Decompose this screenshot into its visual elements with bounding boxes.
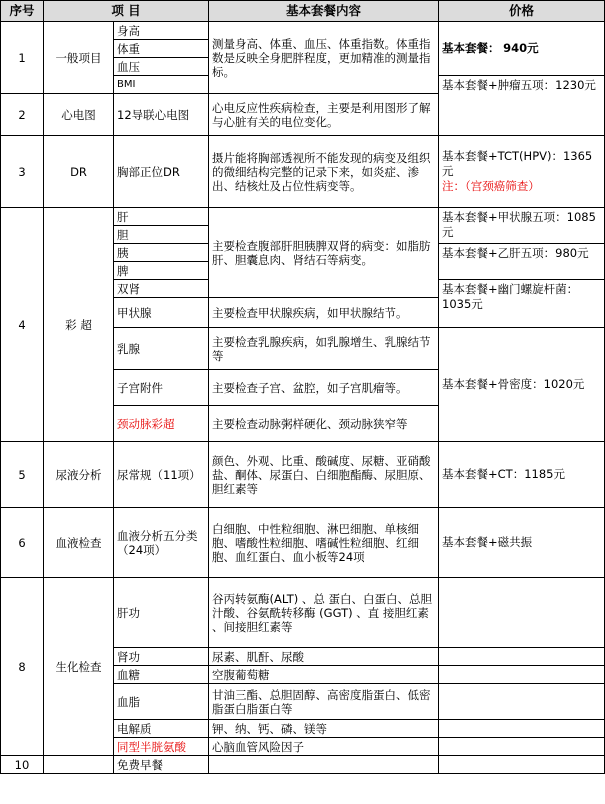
price-basic-label: 基本套餐： <box>442 41 500 55</box>
description-cell: 谷丙转氨酶(ALT) 、总 蛋白、白蛋白、总胆汁酸、谷氨酰转移酶 (GGT) 、直 接胆红素 、间接胆红素等 <box>209 578 439 648</box>
price-thyroid5: 基本套餐+甲状腺五项：1085元 <box>439 208 605 244</box>
description-cell: 空腹葡萄糖 <box>209 666 439 684</box>
item-cell: 尿常规（11项） <box>114 442 209 508</box>
item-cell: 甲状腺 <box>114 298 209 328</box>
description-cell: 颜色、外观、比重、酸碱度、尿糖、亚硝酸盐、酮体、尿蛋白、白细胞酯酶、尿胆原、胆红素等 <box>209 442 439 508</box>
item-cell: 胸部正位DR <box>114 136 209 208</box>
price-empty <box>439 648 605 666</box>
description-cell: 主要检查甲状腺疾病，如甲状腺结节。 <box>209 298 439 328</box>
price-basic-value: 940元 <box>503 41 539 55</box>
item-cell: 血糖 <box>114 666 209 684</box>
price-mri: 基本套餐+磁共振 <box>439 508 605 578</box>
category-cell: 彩 超 <box>44 208 114 442</box>
item-cell: 肝 <box>114 208 209 226</box>
row-no: 10 <box>1 756 44 774</box>
item-cell: 乳腺 <box>114 328 209 370</box>
header-no: 序号 <box>1 1 44 22</box>
item-cell: 12导联心电图 <box>114 94 209 136</box>
item-cell: 胰 <box>114 244 209 262</box>
description-cell: 白细胞、中性粒细胞、淋巴细胞、单核细胞、嗜酸性粒细胞、嗜碱性粒细胞、红细胞、血红蛋白、血小板等24项 <box>209 508 439 578</box>
category-cell: 一般项目 <box>44 22 114 94</box>
header-content: 基本套餐内容 <box>209 1 439 22</box>
price-empty <box>439 578 605 648</box>
category-cell: DR <box>44 136 114 208</box>
row-no: 6 <box>1 508 44 578</box>
item-cell: 免费早餐 <box>114 756 209 774</box>
price-bone-density: 基本套餐+骨密度：1020元 <box>439 328 605 442</box>
category-cell: 生化检查 <box>44 578 114 756</box>
header-price: 价格 <box>439 1 605 22</box>
item-cell: 血液分析五分类（24项） <box>114 508 209 578</box>
item-cell: 子宫附件 <box>114 370 209 406</box>
price-tct-note: 注：（宫颈癌筛查） <box>442 179 540 193</box>
item-cell: 血压 <box>114 58 209 76</box>
price-tumor: 基本套餐+肿瘤五项：1230元 <box>439 76 605 136</box>
item-cell: 肝功 <box>114 578 209 648</box>
item-cell: 双肾 <box>114 280 209 298</box>
item-cell: 身高 <box>114 22 209 40</box>
row-no: 2 <box>1 94 44 136</box>
item-cell: 颈动脉彩超 <box>114 406 209 442</box>
row-no: 4 <box>1 208 44 442</box>
description-cell: 甘油三酯、总胆固醇、高密度脂蛋白、低密脂蛋白脂蛋白等 <box>209 684 439 720</box>
description-cell: 主要检查腹部肝胆胰脾双肾的病变：如脂肪肝、胆囊息肉、肾结石等病变。 <box>209 208 439 298</box>
category-cell: 血液检查 <box>44 508 114 578</box>
description-cell: 心脑血管风险因子 <box>209 738 439 756</box>
header-row <box>1 1 605 22</box>
description-cell: 尿素、肌酐、尿酸 <box>209 648 439 666</box>
price-empty <box>439 666 605 684</box>
row-no: 8 <box>1 578 44 756</box>
category-cell: 尿液分析 <box>44 442 114 508</box>
row-no: 5 <box>1 442 44 508</box>
description-cell: 摄片能将胸部透视所不能发现的病变及组织的微细结构完整的记录下来，如炎症、渗出、结核灶及占位性病变等。 <box>209 136 439 208</box>
price-hpylori: 基本套餐+幽门螺旋杆菌：1035元 <box>439 280 605 328</box>
item-cell: BMI <box>114 76 209 94</box>
price-empty <box>439 720 605 738</box>
row-no: 3 <box>1 136 44 208</box>
description-cell: 测量身高、体重、血压、体重指数。体重指数是反映全身肥胖程度，更加精准的测量指标。 <box>209 22 439 94</box>
item-cell: 胆 <box>114 226 209 244</box>
category-cell-empty <box>44 756 114 774</box>
price-empty <box>439 756 605 774</box>
row-no: 1 <box>1 22 44 94</box>
description-cell: 主要检查乳腺疾病，如乳腺增生、乳腺结节等 <box>209 328 439 370</box>
description-cell: 钾、纳、钙、磷、镁等 <box>209 720 439 738</box>
category-cell: 心电图 <box>44 94 114 136</box>
price-basic <box>439 22 605 76</box>
description-cell: 主要检查动脉粥样硬化、颈动脉狭窄等 <box>209 406 439 442</box>
price-hepb5: 基本套餐+乙肝五项：980元 <box>439 244 605 280</box>
price-empty <box>439 738 605 756</box>
item-cell: 肾功 <box>114 648 209 666</box>
item-cell: 脾 <box>114 262 209 280</box>
price-tct-text: 基本套餐+TCT(HPV)：1365元 <box>442 149 593 178</box>
item-cell: 体重 <box>114 40 209 58</box>
price-tct <box>439 136 605 208</box>
item-cell: 电解质 <box>114 720 209 738</box>
header-category: 项 目 <box>44 1 209 22</box>
item-cell: 同型半胱氨酸 <box>114 738 209 756</box>
description-cell: 心电反应性疾病检查，主要是利用图形了解与心脏有关的电位变化。 <box>209 94 439 136</box>
item-cell: 血脂 <box>114 684 209 720</box>
price-ct: 基本套餐+CT：1185元 <box>439 442 605 508</box>
price-empty <box>439 684 605 720</box>
description-cell: 主要检查子宫、盆腔，如子宫肌瘤等。 <box>209 370 439 406</box>
description-cell-empty <box>209 756 439 774</box>
